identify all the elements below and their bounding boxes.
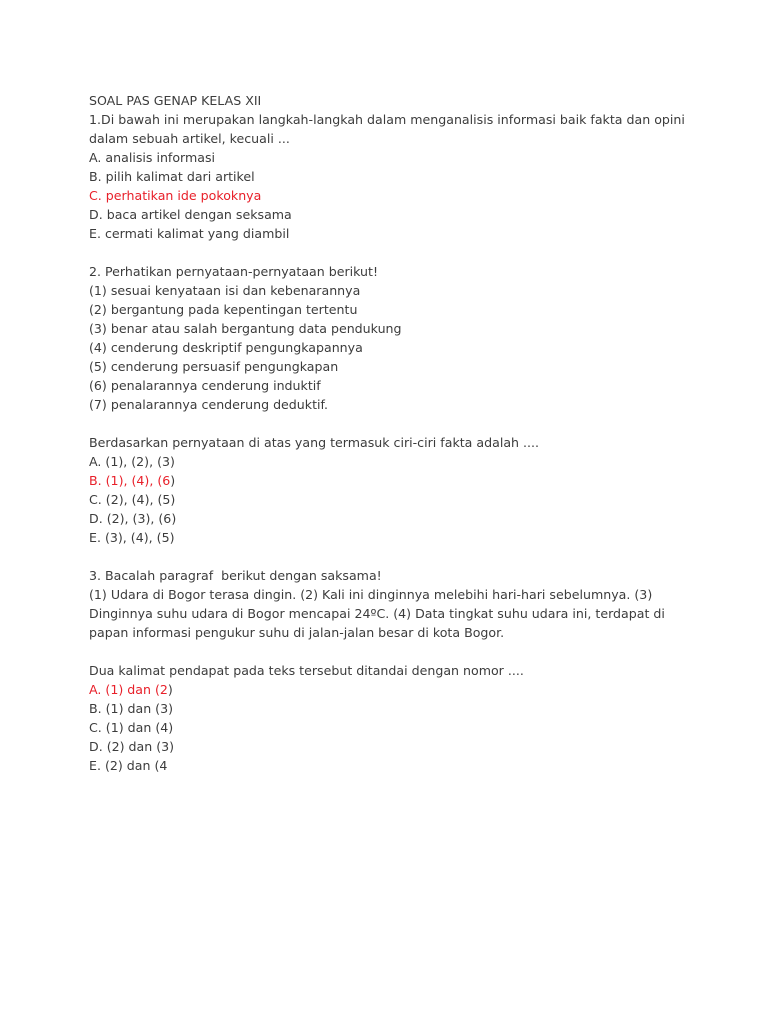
q3-paragraph-line-3: papan informasi pengukur suhu di jalan-jalan besar di kota Bogor.: [89, 625, 505, 640]
q1-option-d: D. baca artikel dengan seksama: [89, 207, 292, 222]
q1-option-c-answer: C. perhatikan ide pokoknya: [89, 188, 262, 203]
q2-statement-2: (2) bergantung pada kepentingan tertentu: [89, 302, 358, 317]
q2-option-c: C. (2), (4), (5): [89, 492, 176, 507]
q2-option-a: A. (1), (2), (3): [89, 454, 175, 469]
q1-stem-line-2: dalam sebuah artikel, kecuali ...: [89, 131, 290, 146]
document-page: [89, 91, 689, 775]
spacer: [89, 547, 689, 566]
spacer: [89, 642, 689, 661]
q1-option-e: E. cermati kalimat yang diambil: [89, 226, 290, 241]
q2-option-b-highlighted: B. (1), (4), (6: [89, 473, 171, 488]
q3-option-a-closing: ): [167, 682, 173, 697]
q1-stem-line-1: 1.Di bawah ini merupakan langkah-langkah dalam menganalisis informasi baik fakta dan opini: [89, 112, 685, 127]
q2-statement-7: (7) penalarannya cenderung deduktif.: [89, 397, 329, 412]
q2-statement-6: (6) penalarannya cenderung induktif: [89, 378, 321, 393]
q3-option-d: D. (2) dan (3): [89, 739, 175, 754]
q2-option-b-closing: ): [170, 473, 176, 488]
q3-option-a-highlighted: A. (1) dan (2: [89, 682, 168, 697]
q3-option-e: E. (2) dan (4: [89, 758, 168, 773]
q2-option-b-answer: [89, 471, 689, 490]
q3-intro: 3. Bacalah paragraf berikut dengan saksama!: [89, 568, 382, 583]
q2-statement-4: (4) cenderung deskriptif pengungkapannya: [89, 340, 363, 355]
q1-option-b: B. pilih kalimat dari artikel: [89, 169, 255, 184]
q3-option-a-answer: [89, 680, 689, 699]
q2-option-d: D. (2), (3), (6): [89, 511, 177, 526]
spacer: [89, 243, 689, 262]
q3-paragraph-line-1: (1) Udara di Bogor terasa dingin. (2) Kali ini dinginnya melebihi hari-hari sebelumnya. (3): [89, 587, 653, 602]
q3-prompt: Dua kalimat pendapat pada teks tersebut ditandai dengan nomor ....: [89, 663, 524, 678]
q3-option-b: B. (1) dan (3): [89, 701, 174, 716]
q2-option-e: E. (3), (4), (5): [89, 530, 175, 545]
q2-prompt: Berdasarkan pernyataan di atas yang termasuk ciri-ciri fakta adalah ....: [89, 435, 540, 450]
document-title: SOAL PAS GENAP KELAS XII: [89, 93, 262, 108]
q2-statement-1: (1) sesuai kenyataan isi dan kebenarannya: [89, 283, 361, 298]
q2-statement-5: (5) cenderung persuasif pengungkapan: [89, 359, 339, 374]
spacer: [89, 414, 689, 433]
q1-option-a: A. analisis informasi: [89, 150, 216, 165]
q2-intro: 2. Perhatikan pernyataan-pernyataan berikut!: [89, 264, 379, 279]
q3-option-c: C. (1) dan (4): [89, 720, 174, 735]
q2-statement-3: (3) benar atau salah bergantung data pendukung: [89, 321, 402, 336]
q3-paragraph-line-2: Dinginnya suhu udara di Bogor mencapai 24ºC. (4) Data tingkat suhu udara ini, terdapat di: [89, 606, 665, 621]
